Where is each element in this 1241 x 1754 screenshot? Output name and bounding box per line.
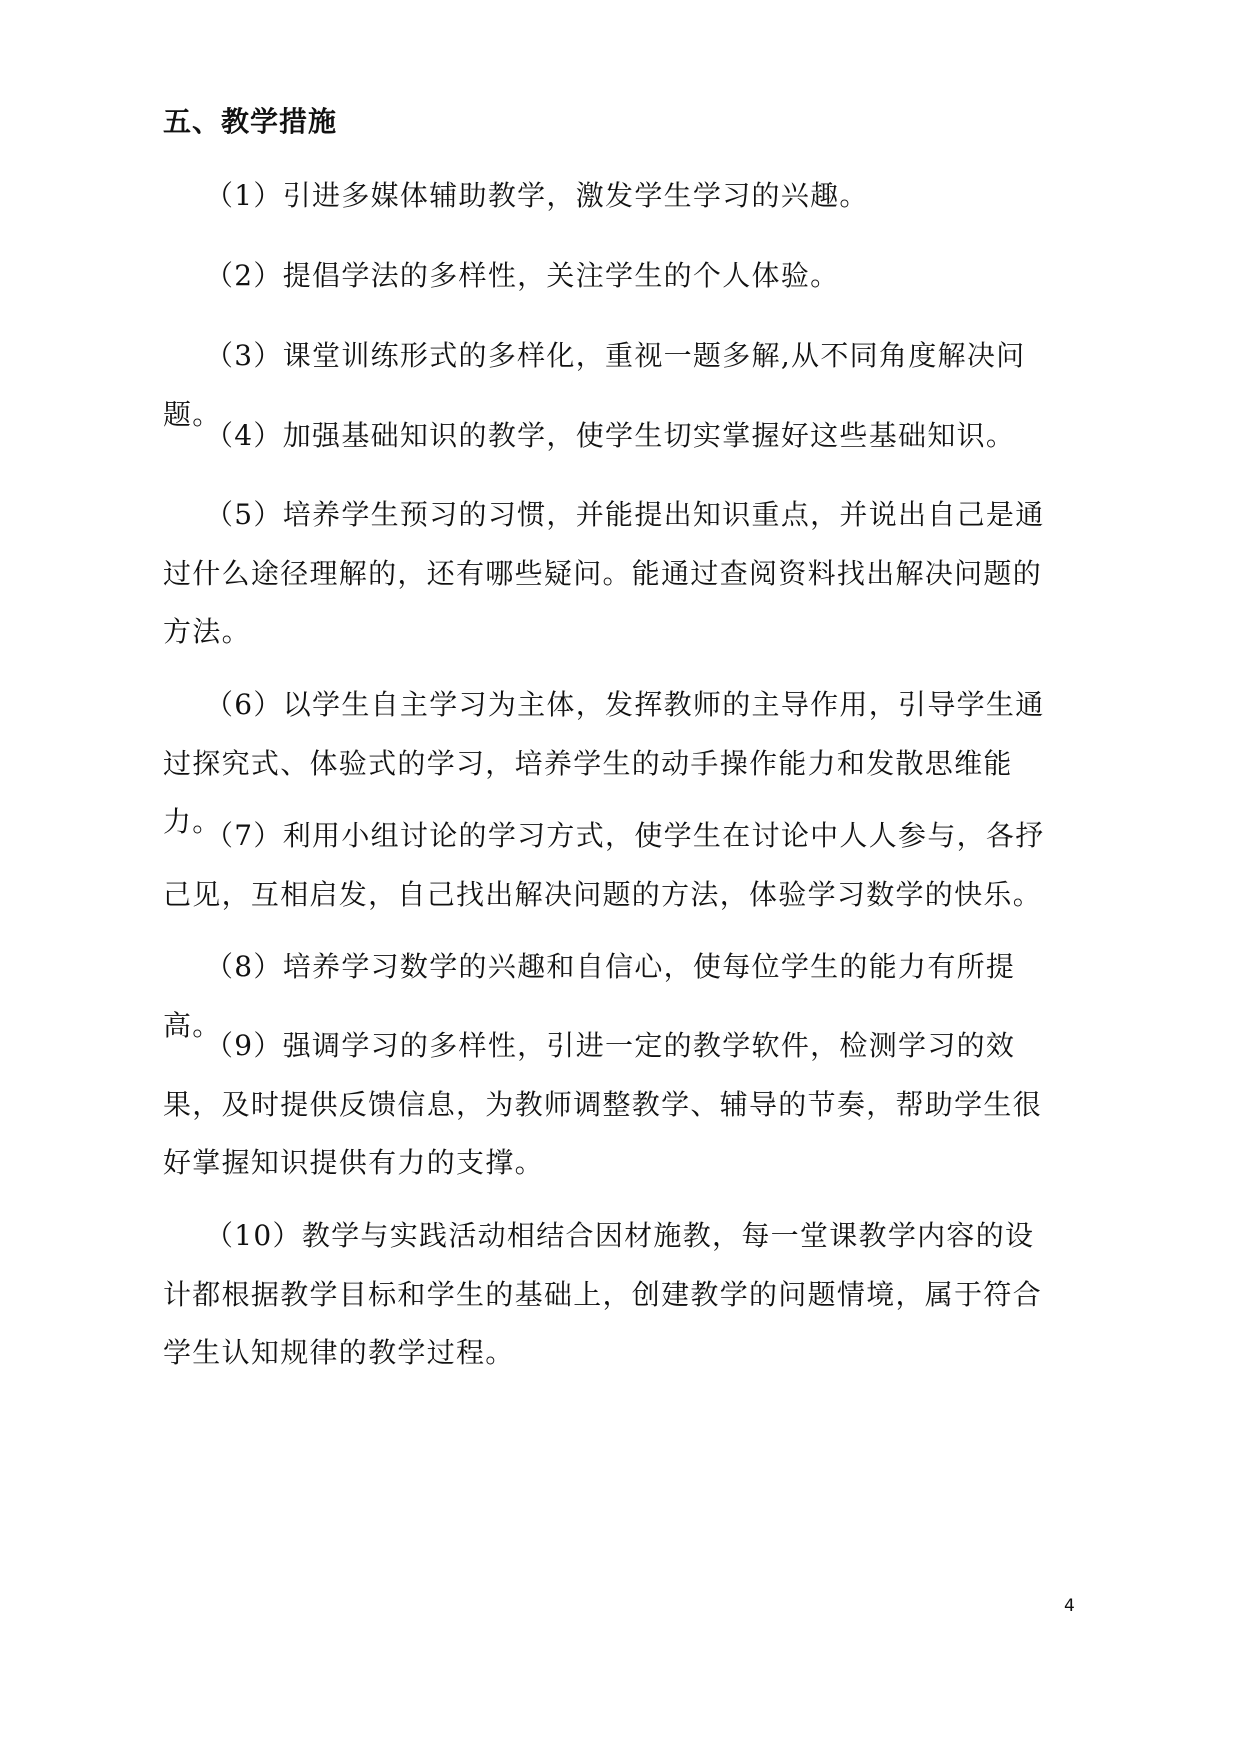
- paragraph-3: （3）课堂训练形式的多样化，重视一题多解,从不同角度解决问题。: [163, 339, 1026, 431]
- paragraph-10: （10）教学与实践活动相结合因材施教，每一堂课教学内容的设计都根据教学目标和学生的基础上，创建教学的问题情境，属于符合学生认知规律的教学过程。: [163, 1219, 1043, 1369]
- paragraph-5: （5）培养学生预习的习惯，并能提出知识重点，并说出自己是通过什么途径理解的，还有哪些疑问。能通过查阅资料找出解决问题的方法。: [163, 498, 1045, 648]
- paragraph-2: （2）提倡学法的多样性，关注学生的个人体验。: [205, 259, 840, 292]
- paragraph-9: （9）强调学习的多样性，引进一定的教学软件，检测学习的效果，及时提供反馈信息，为教师调整教学、辅导的节奏，帮助学生很好掌握知识提供有力的支撑。: [163, 1029, 1043, 1179]
- section-heading: 五、教学措施: [163, 105, 338, 138]
- paragraph-8: （8）培养学习数学的兴趣和自信心，使每位学生的能力有所提高。: [163, 950, 1016, 1042]
- paragraph-6: （6）以学生自主学习为主体，发挥教师的主导作用，引导学生通过探究式、体验式的学习，培养学生的动手操作能力和发散思维能力。: [163, 688, 1045, 838]
- page-number: 4: [1064, 1596, 1075, 1616]
- paragraph-1: （1）引进多媒体辅助教学，激发学生学习的兴趣。: [205, 179, 869, 212]
- paragraph-7: （7）利用小组讨论的学习方式，使学生在讨论中人人参与，各抒己见，互相启发，自己找出解决问题的方法，体验学习数学的快乐。: [163, 819, 1045, 911]
- paragraph-4: （4）加强基础知识的教学，使学生切实掌握好这些基础知识。: [205, 419, 1016, 452]
